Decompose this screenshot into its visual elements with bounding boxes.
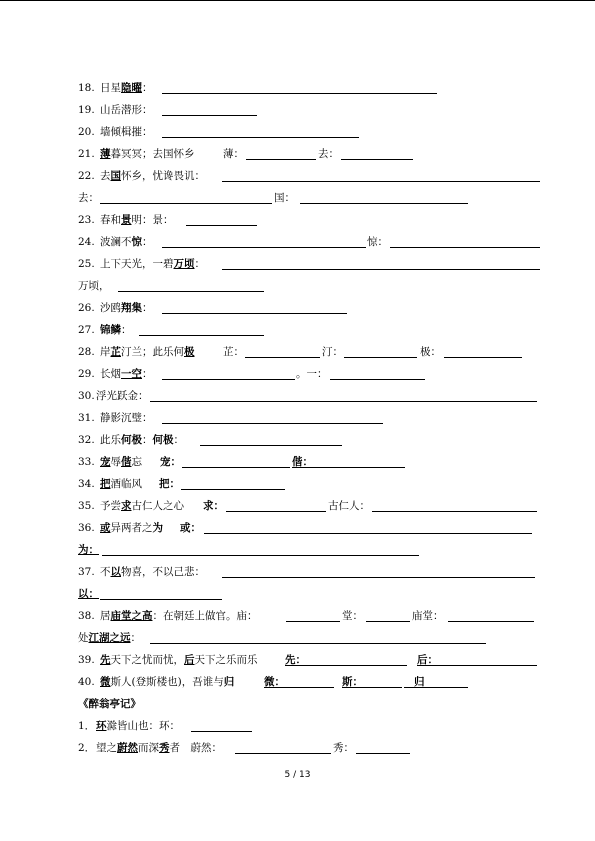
answer-blank[interactable]: [235, 753, 331, 754]
question-number: 40.: [78, 676, 95, 688]
question-number: 1．: [78, 720, 96, 732]
question-22: [0, 167, 595, 185]
answer-blank[interactable]: [162, 115, 257, 116]
answer-label: 万顷，: [78, 280, 110, 292]
answer-label: 宠：: [160, 456, 181, 468]
question-28: [0, 343, 595, 361]
question-text: 沙鸥翔集：: [100, 302, 153, 314]
answer-label: 求：: [203, 500, 224, 512]
zuiweng-question-1: [0, 717, 595, 735]
question-number: 38.: [78, 610, 95, 622]
question-39: [0, 651, 595, 669]
answer-blank[interactable]: [118, 291, 264, 292]
answer-label: 先：: [285, 654, 306, 666]
question-27: [0, 321, 595, 339]
question-text: 墙倾楫摧：: [100, 126, 153, 138]
question-number: 31.: [78, 412, 95, 424]
section-title: 《醉翁亭记》: [78, 698, 141, 710]
question-text: 浮光跃金：: [96, 390, 149, 402]
question-text: 望之蔚然而深秀者 蔚然：: [96, 742, 222, 754]
answer-blank[interactable]: [444, 357, 522, 358]
answer-blank[interactable]: [150, 643, 486, 644]
answer-blank[interactable]: [292, 467, 405, 468]
question-text: 春和景明：景：: [100, 214, 174, 226]
question-number: 28.: [78, 346, 95, 358]
answer-blank[interactable]: [344, 357, 417, 358]
answer-blank[interactable]: [264, 687, 334, 688]
answer-label: 为：: [78, 544, 99, 556]
question-text: 环滁皆山也：环：: [96, 720, 180, 732]
answer-blank[interactable]: [372, 511, 537, 512]
answer-label: 把：: [159, 478, 180, 490]
answer-label: 极：: [420, 346, 441, 358]
question-number: 32.: [78, 434, 95, 446]
answer-blank[interactable]: [390, 247, 540, 248]
answer-blank[interactable]: [286, 621, 340, 622]
answer-label: 微：: [264, 676, 285, 688]
answer-blank[interactable]: [341, 159, 413, 160]
question-number: 27.: [78, 324, 95, 336]
question-text: 居庙堂之高：在朝廷上做官。庙：: [100, 610, 258, 622]
question-37-continued: [0, 585, 595, 603]
question-number: 22.: [78, 170, 95, 182]
question-31: [0, 409, 595, 427]
question-number: 37.: [78, 566, 95, 578]
question-19: [0, 101, 595, 119]
question-text: 把酒临风: [100, 478, 142, 490]
question-text: 不以物喜，不以己悲：: [100, 566, 205, 578]
question-30: [0, 387, 595, 405]
answer-blank[interactable]: [245, 357, 320, 358]
question-text: 予尝求古仁人之心: [100, 500, 184, 512]
question-22-continued: [0, 189, 595, 207]
page-top-border: [0, 0, 595, 1]
question-25: [0, 255, 595, 273]
answer-label: 以：: [78, 588, 99, 600]
answer-label: 惊：: [367, 236, 388, 248]
question-38: [0, 607, 595, 625]
zuiweng-question-2: [0, 739, 595, 757]
question-21: [0, 145, 595, 163]
answer-label: 归: [414, 676, 425, 688]
answer-blank[interactable]: [246, 159, 316, 160]
answer-blank[interactable]: [417, 665, 537, 666]
question-text: 波澜不惊：: [100, 236, 153, 248]
question-number: 34.: [78, 478, 95, 490]
answer-blank[interactable]: [162, 247, 366, 248]
question-20: [0, 123, 595, 141]
answer-label: 薄：: [223, 148, 244, 160]
answer-label: 偕：: [292, 456, 313, 468]
answer-label: 。一：: [296, 368, 328, 380]
question-text: 此乐何极：何极：: [100, 434, 184, 446]
question-text: 先天下之忧而忧，后天下之乐而乐: [100, 654, 258, 666]
answer-blank[interactable]: [100, 203, 272, 204]
answer-blank[interactable]: [150, 401, 537, 402]
question-number: 33.: [78, 456, 95, 468]
question-number: 26.: [78, 302, 95, 314]
answer-blank[interactable]: [300, 203, 468, 204]
question-33: [0, 453, 595, 471]
question-number: 29.: [78, 368, 95, 380]
answer-blank[interactable]: [162, 137, 359, 138]
answer-blank[interactable]: [222, 269, 540, 270]
section-title-row: [0, 695, 595, 713]
answer-blank[interactable]: [102, 555, 419, 556]
answer-blank[interactable]: [404, 687, 468, 688]
question-number: 20.: [78, 126, 95, 138]
question-37: [0, 563, 595, 581]
answer-blank[interactable]: [200, 445, 342, 446]
answer-blank[interactable]: [191, 731, 252, 732]
answer-label: 去：: [318, 148, 339, 160]
question-25-continued: [0, 277, 595, 295]
answer-blank[interactable]: [285, 665, 407, 666]
question-text: 上下天光，一碧万顷：: [100, 258, 205, 270]
question-35: [0, 497, 595, 515]
question-29: [0, 365, 595, 383]
answer-blank[interactable]: [162, 379, 295, 380]
question-32: [0, 431, 595, 449]
answer-blank[interactable]: [139, 335, 264, 336]
question-40: [0, 673, 595, 691]
answer-blank[interactable]: [226, 511, 326, 512]
answer-blank[interactable]: [330, 379, 425, 380]
answer-blank[interactable]: [222, 577, 535, 578]
question-text: 处江湖之远：: [78, 632, 141, 644]
question-text: 薄暮冥冥；去国怀乡: [100, 148, 195, 160]
answer-label: 芷：: [223, 346, 244, 358]
question-18: [0, 79, 595, 97]
question-24: [0, 233, 595, 251]
answer-blank[interactable]: [100, 599, 222, 600]
question-36-continued: [0, 541, 595, 559]
answer-blank[interactable]: [204, 533, 532, 534]
question-text: 长烟一空：: [100, 368, 153, 380]
answer-blank[interactable]: [356, 753, 410, 754]
question-number: 18.: [78, 82, 95, 94]
question-number: 23.: [78, 214, 95, 226]
question-number: 25.: [78, 258, 95, 270]
answer-label: 斯：: [342, 676, 363, 688]
question-36: [0, 519, 595, 537]
question-26: [0, 299, 595, 317]
page-number: 5 / 13: [284, 770, 311, 780]
question-text: 微斯人(登斯楼也)，吾谁与归: [100, 676, 235, 688]
answer-blank[interactable]: [162, 93, 437, 94]
answer-blank[interactable]: [182, 467, 290, 468]
question-number: 21.: [78, 148, 95, 160]
answer-blank[interactable]: [162, 423, 383, 424]
question-34: [0, 475, 595, 493]
question-text: 去国怀乡，忧谗畏讥：: [100, 170, 205, 182]
question-text: 山岳潜形：: [100, 104, 153, 116]
question-text: 或异两者之为: [100, 522, 163, 534]
answer-label: 国：: [274, 192, 295, 204]
question-text: 日星隐曜：: [100, 82, 153, 94]
question-number: 19.: [78, 104, 95, 116]
answer-label: 汀：: [322, 346, 343, 358]
answer-label: 后：: [417, 654, 438, 666]
question-number: 36.: [78, 522, 95, 534]
answer-blank[interactable]: [366, 621, 410, 622]
question-number: 35.: [78, 500, 95, 512]
question-text: 岸芷汀兰；此乐何极: [100, 346, 195, 358]
answer-label: 堂：: [342, 610, 363, 622]
question-38-continued: [0, 629, 595, 647]
question-number: 39.: [78, 654, 95, 666]
question-text: 锦鳞：: [100, 324, 132, 336]
answer-blank[interactable]: [186, 225, 257, 226]
answer-label: 去：: [78, 192, 99, 204]
question-text: 宠辱偕忘: [100, 456, 142, 468]
question-text: 静影沉璧：: [100, 412, 153, 424]
answer-label: 或：: [180, 522, 201, 534]
answer-blank[interactable]: [222, 181, 540, 182]
answer-blank[interactable]: [342, 687, 402, 688]
question-23: [0, 211, 595, 229]
answer-label: 庙堂：: [412, 610, 444, 622]
question-number: 24.: [78, 236, 95, 248]
answer-blank[interactable]: [448, 621, 534, 622]
question-number: 2．: [78, 742, 96, 754]
answer-label: 古仁人：: [328, 500, 370, 512]
question-number: 30.: [78, 390, 95, 402]
answer-blank[interactable]: [162, 313, 347, 314]
answer-blank[interactable]: [181, 489, 285, 490]
answer-label: 秀：: [333, 742, 354, 754]
